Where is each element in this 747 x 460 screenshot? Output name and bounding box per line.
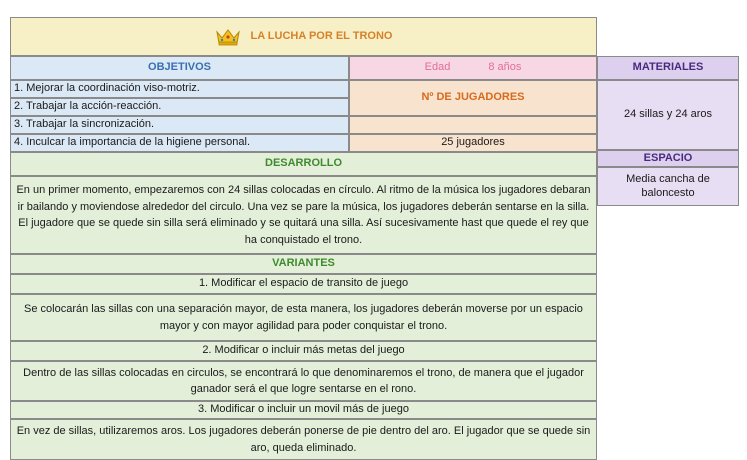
jugadores-blank	[349, 116, 597, 134]
materiales-value: 24 sillas y 24 aros	[597, 80, 739, 150]
variante-title: 1. Modificar el espacio de transito de juego	[10, 274, 597, 294]
edad-cell	[349, 56, 597, 80]
desarrollo-header: DESARROLLO	[10, 152, 597, 176]
jugadores-value: 25 jugadores	[349, 134, 597, 152]
variante-title: 3. Modificar o incluir un movil más de juego	[10, 401, 597, 419]
objetivo-item: 4. Inculcar la importancia de la higiene personal.	[10, 134, 349, 152]
jugadores-header: Nº DE JUGADORES	[349, 80, 597, 116]
variante-text: Se colocarán las sillas con una separación mayor, de esta manera, los jugadores deberán moverse por un espacio mayor y con mayor agilidad para poder conquistar el trono.	[10, 294, 597, 341]
crown-icon	[215, 28, 241, 46]
desarrollo-text: En un primer momento, empezaremos con 24 sillas colocadas en círculo. Al ritmo de la música los jugadores debaran ir bailando y moviendose alrededor del circulo. Una vez se pare la música, los jugadores deberán sentarse en la silla. El jugadore que se quede sin silla será eliminado y se quitará una silla. Así sucesivamente hast que quede el rey que ha conquistado el trono.	[10, 176, 597, 254]
page-title: LA LUCHA POR EL TRONO	[250, 29, 393, 42]
title-banner	[10, 17, 597, 56]
variante-text: En vez de sillas, utilizaremos aros. Los jugadores deberán ponerse de pie dentro del aro. El jugador que se quede sin aro, queda eliminado.	[10, 419, 597, 460]
espacio-value: Media cancha de baloncesto	[597, 167, 739, 206]
edad-label: Edad	[424, 61, 451, 74]
edad-value: 8 años	[488, 61, 522, 74]
materiales-header: MATERIALES	[597, 56, 739, 80]
objetivo-item: 1. Mejorar la coordinación viso-motriz.	[10, 80, 349, 98]
objetivo-item: 2. Trabajar la acción-reacción.	[10, 98, 349, 116]
variante-text: Dentro de las sillas colocadas en circulos, se encontrará lo que denominaremos el trono, de manera que el jugador ganador será el que logre sentarse en el rono.	[10, 361, 597, 401]
objetivo-item: 3. Trabajar la sincronización.	[10, 116, 349, 134]
variante-title: 2. Modificar o incluir más metas del juego	[10, 341, 597, 361]
objetivos-header: OBJETIVOS	[10, 56, 349, 80]
variantes-header: VARIANTES	[10, 254, 597, 274]
espacio-header: ESPACIO	[597, 150, 739, 167]
